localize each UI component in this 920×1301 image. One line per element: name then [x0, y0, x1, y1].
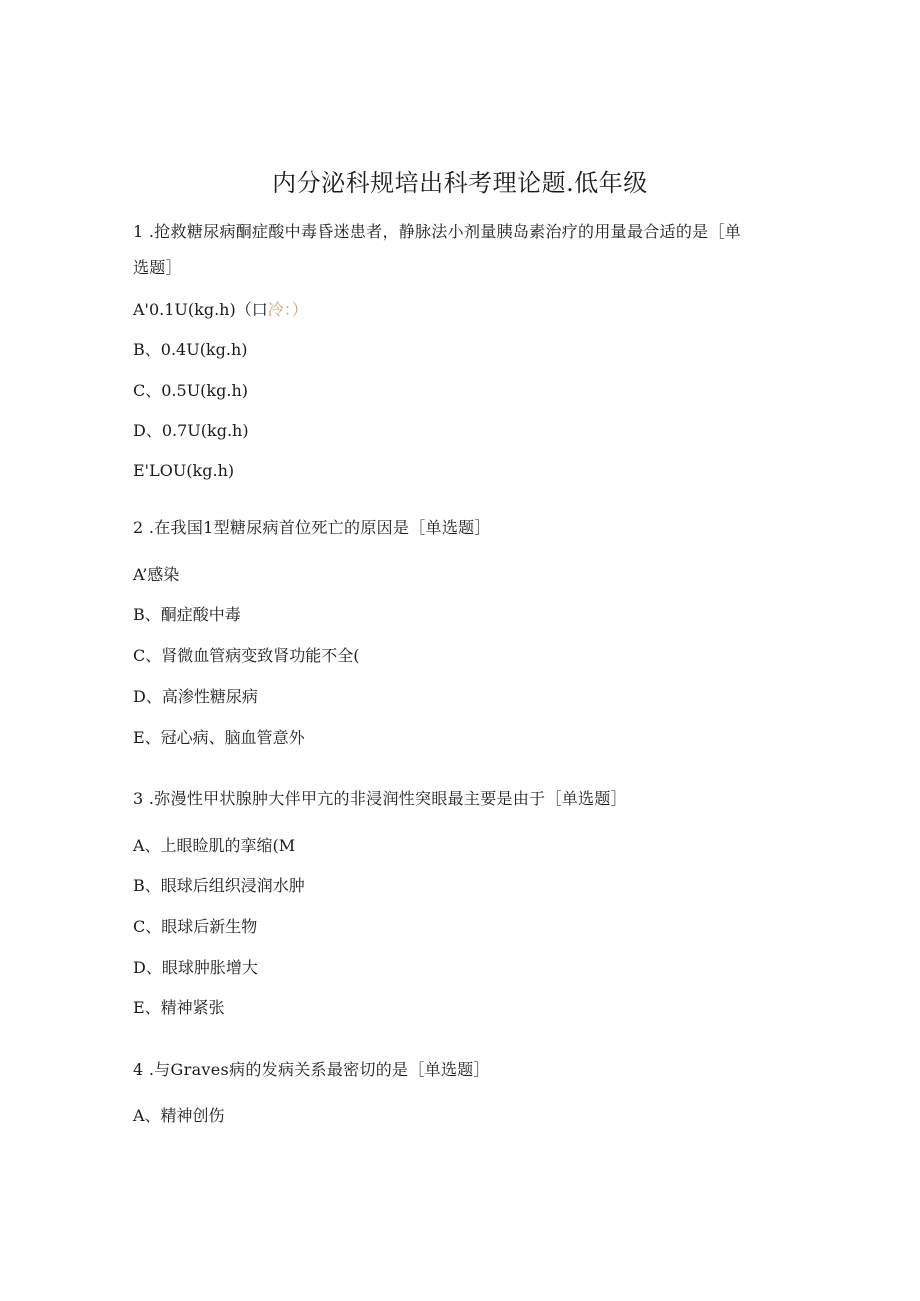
- question-2-option-e: E、冠心病、脑血管意外: [133, 728, 305, 747]
- option-text: A'0.1U(kg.h)（口: [133, 300, 268, 319]
- question-3-stem: 3 .弥漫性甲状腺肿大伴甲亢的非浸润性突眼最主要是由于［单选题］: [133, 789, 627, 808]
- question-3-option-c: C、眼球后新生物: [133, 917, 258, 936]
- answer-note: 冷：）: [267, 300, 308, 319]
- question-3-option-d: D、眼球肿胀增大: [133, 958, 258, 977]
- question-1-stem-line-2: 选题］: [133, 258, 182, 277]
- question-1-option-c: C、0.5U(kg.h): [133, 381, 248, 400]
- question-4-stem: 4 .与Graves病的发病关系最密切的是［单选题］: [133, 1060, 490, 1079]
- page-title: 内分泌科规培出科考理论题.低年级: [272, 169, 648, 197]
- question-2-option-b: B、酮症酸中毒: [133, 605, 241, 624]
- question-2-option-c: C、肾微血管病变致肾功能不全(: [133, 646, 360, 665]
- question-1-option-d: D、0.7U(kg.h): [133, 421, 249, 440]
- question-2-option-d: D、高渗性糖尿病: [133, 687, 258, 706]
- question-4-option-a: A、精神创伤: [133, 1106, 225, 1125]
- question-1-stem-line-1: 1 .抢救糖尿病酮症酸中毒昏迷患者，静脉法小剂量胰岛素治疗的用量最合适的是［单: [133, 222, 742, 241]
- question-2-stem: 2 .在我国1型糖尿病首位死亡的原因是［单选题］: [133, 518, 491, 537]
- question-2-option-a: A’感染: [133, 565, 180, 584]
- question-1-option-e: E'LOU(kg.h): [133, 461, 235, 480]
- question-3-option-a: A、上眼睑肌的挛缩(M: [133, 836, 296, 855]
- question-3-option-b: B、眼球后组织浸润水肿: [133, 876, 305, 895]
- question-1-option-a: [133, 300, 308, 320]
- question-3-option-e: E、精神紧张: [133, 998, 225, 1017]
- question-1-option-b: B、0.4U(kg.h): [133, 340, 248, 359]
